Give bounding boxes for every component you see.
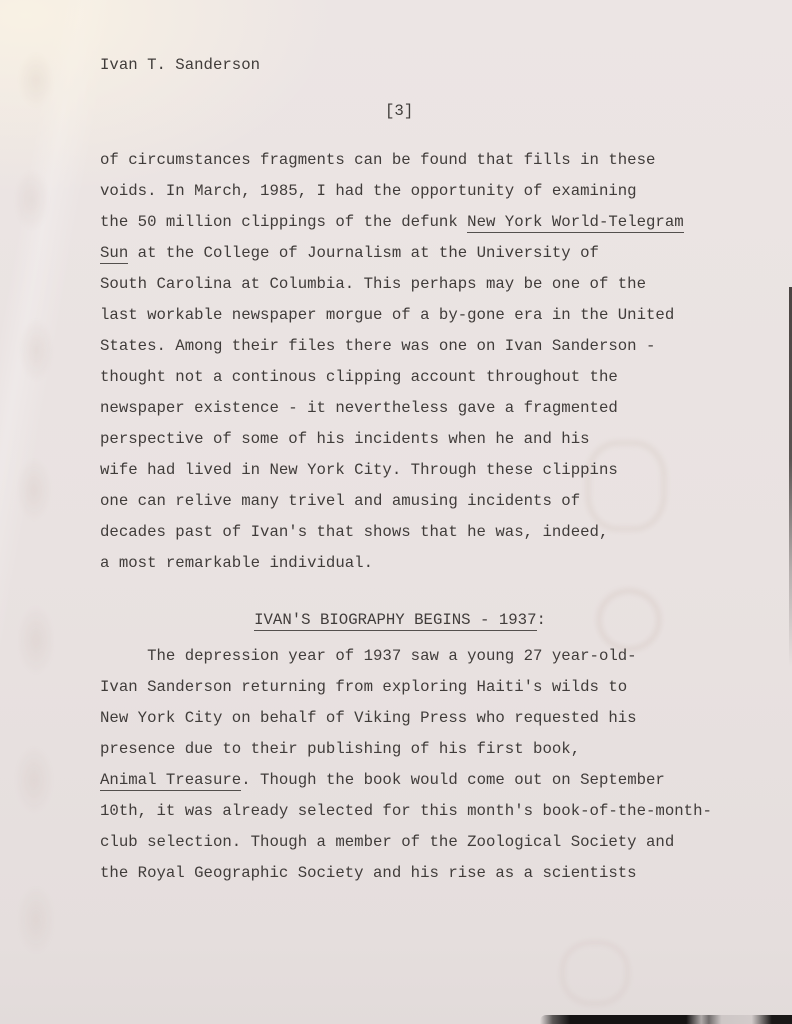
text-line: presence due to their publishing of his first book, xyxy=(100,740,581,758)
text-line: Sun at the College of Journalism at the University of xyxy=(100,244,599,262)
text-line: South Carolina at Columbia. This perhaps may be one of the xyxy=(100,275,647,293)
text-line: of circumstances fragments can be found that fills in these xyxy=(100,151,656,169)
scan-edge-bottom xyxy=(540,1015,792,1024)
text-line: the Royal Geographic Society and his rise as a scientists xyxy=(100,864,637,882)
paragraph-1 xyxy=(100,145,760,579)
text-line: club selection. Though a member of the Zoological Society and xyxy=(100,833,675,851)
text-line: decades past of Ivan's that shows that he was, indeed, xyxy=(100,523,609,541)
text-line: States. Among their files there was one on Ivan Sanderson - xyxy=(100,337,656,355)
text-line: one can relive many trivel and amusing incidents of xyxy=(100,492,581,510)
text-line: Animal Treasure. Though the book would come out on September xyxy=(100,771,665,789)
paragraph-2 xyxy=(100,641,770,889)
text-line: New York City on behalf of Viking Press who requested his xyxy=(100,709,637,727)
left-edge-watermark-ghost xyxy=(6,20,64,1000)
section-heading xyxy=(100,605,700,636)
text-line: voids. In March, 1985, I had the opportunity of examining xyxy=(100,182,637,200)
text-line: thought not a continous clipping account throughout the xyxy=(100,368,618,386)
page-number: [3] xyxy=(385,102,414,120)
text-line: last workable newspaper morgue of a by-gone era in the United xyxy=(100,306,675,324)
text-line: the 50 million clippings of the defunk New York World-Telegram xyxy=(100,213,684,231)
text-line: wife had lived in New York City. Through these clippins xyxy=(100,461,618,479)
author-line: Ivan T. Sanderson xyxy=(100,56,261,74)
text-line: The depression year of 1937 saw a young 27 year-old- xyxy=(100,647,637,665)
text-line: perspective of some of his incidents when he and his xyxy=(100,430,590,448)
text-line: a most remarkable individual. xyxy=(100,554,374,572)
text-line: Ivan Sanderson returning from exploring Haiti's wilds to xyxy=(100,678,628,696)
text-line: newspaper existence - it nevertheless gave a fragmented xyxy=(100,399,618,417)
text-line: IVAN'S BIOGRAPHY BEGINS - 1937: xyxy=(254,611,546,629)
ghost-ring-mark xyxy=(560,940,630,1006)
text-line: 10th, it was already selected for this month's book-of-the-month- xyxy=(100,802,712,820)
